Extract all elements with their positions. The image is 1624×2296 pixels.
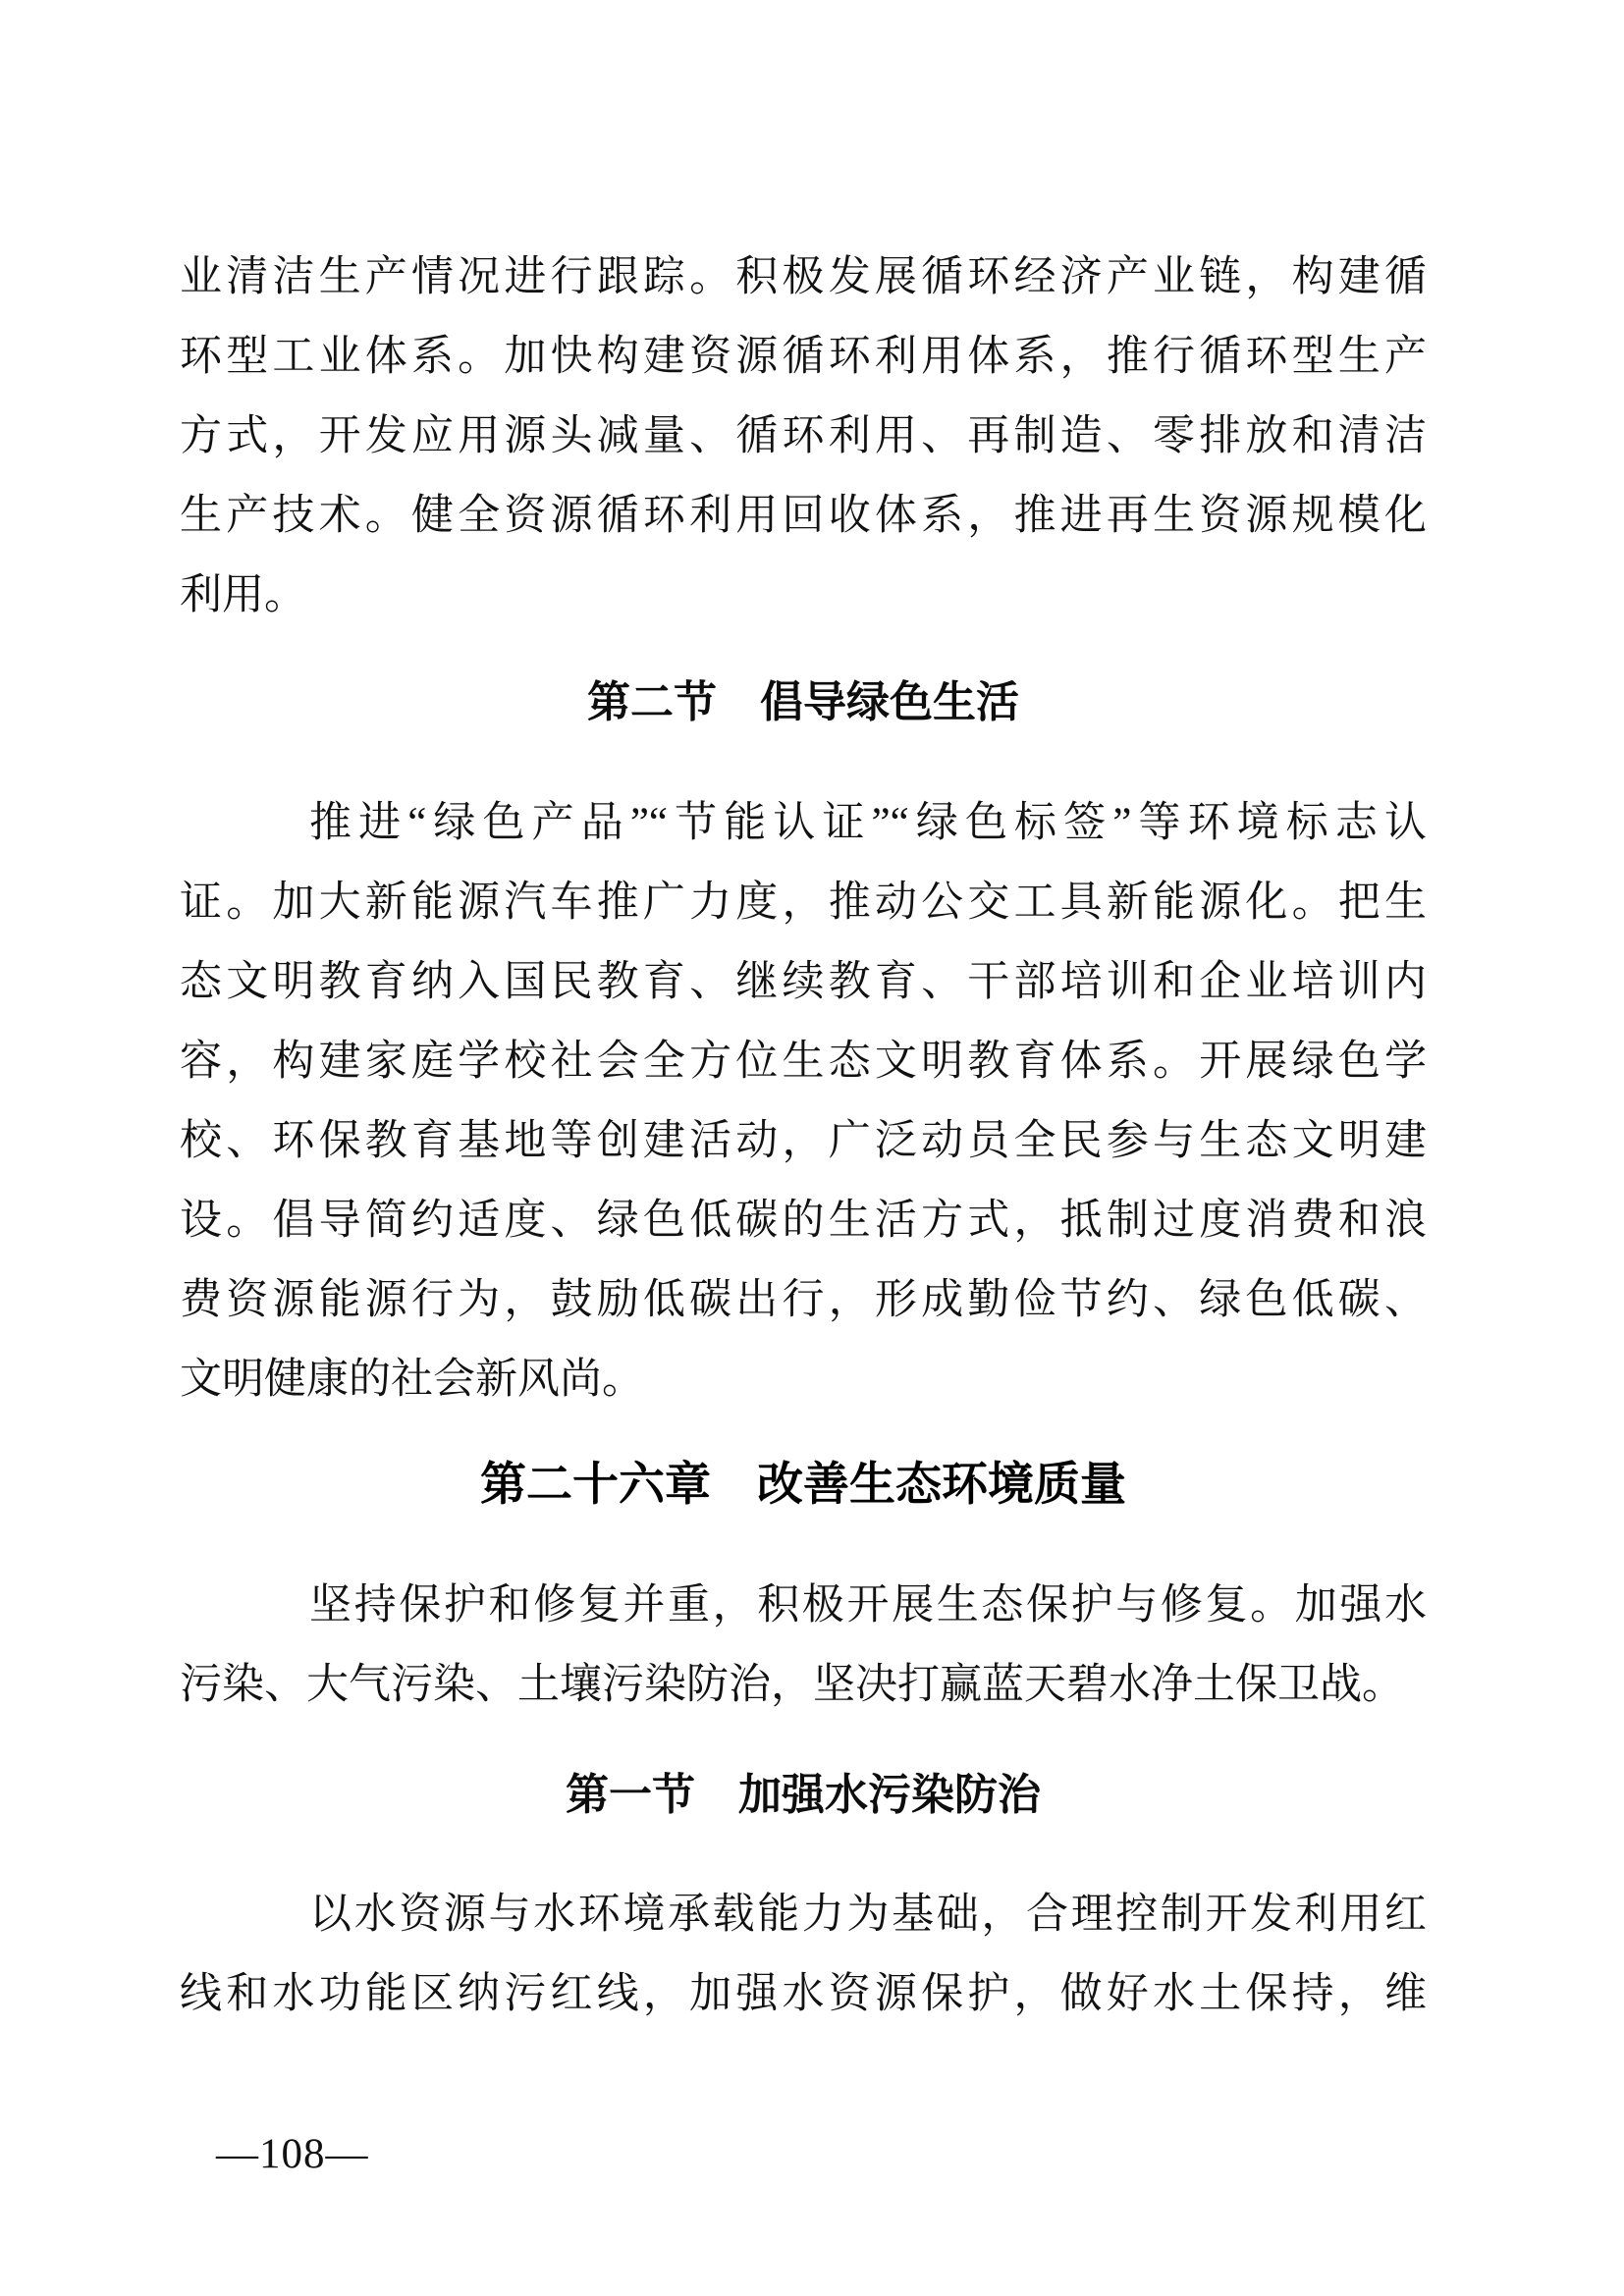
section-heading-2: 第二节 倡导绿色生活 [587, 678, 1019, 726]
text-line: 方式，开发应用源头减量、循环利用、再制造、零排放和清洁 [180, 413, 1427, 459]
page-number: —108— [216, 2131, 369, 2177]
text-line: 态文明教育纳入国民教育、继续教育、干部培训和企业培训内 [180, 959, 1427, 1005]
section-heading-1: 第一节 加强水污染防治 [566, 1771, 1041, 1819]
chapter-heading-26: 第二十六章 改善生态环境质量 [480, 1460, 1126, 1511]
text-line: 文明健康的社会新风尚。 [180, 1357, 644, 1403]
text-line: 线和水功能区纳污红线，加强水资源保护，做好水土保持，维 [180, 1971, 1427, 2017]
text-line: 推进“绿色产品”“节能认证”“绿色标签”等环境标志认 [309, 800, 1427, 846]
paragraph-green-life [180, 783, 1427, 1419]
text-line: 费资源能源行为，鼓励低碳出行，形成勤俭节约、绿色低碳、 [180, 1277, 1427, 1323]
text-line: 环型工业体系。加快构建资源循环利用体系，推行循环型生产 [180, 334, 1427, 380]
text-line: 利用。 [180, 572, 306, 618]
text-line: 以水资源与水环境承载能力为基础，合理控制开发利用红 [309, 1892, 1427, 1938]
text-line: 容，构建家庭学校社会全方位生态文明教育体系。开展绿色学 [180, 1039, 1427, 1085]
text-line: 业清洁生产情况进行跟踪。积极发展循环经济产业链，构建循 [180, 254, 1427, 300]
text-line: 证。加大新能源汽车推广力度，推动公交工具新能源化。把生 [180, 880, 1427, 926]
text-line: 坚持保护和修复并重，积极开展生态保护与修复。加强水 [309, 1582, 1427, 1629]
text-line: 设。倡导简约适度、绿色低碳的生活方式，抵制过度消费和浪 [180, 1198, 1427, 1244]
paragraph-eco-protection [180, 1566, 1427, 1725]
paragraph-clean-production [180, 238, 1427, 635]
paragraph-water-pollution [180, 1875, 1427, 2034]
text-line: 污染、大气污染、土壤污染防治，坚决打赢蓝天碧水净土保卫战。 [180, 1662, 1404, 1708]
text-line: 生产技术。健全资源循环利用回收体系，推进再生资源规模化 [180, 493, 1427, 539]
page-content [180, 0, 1427, 2184]
text-line: 校、环保教育基地等创建活动，广泛动员全民参与生态文明建 [180, 1118, 1427, 1164]
